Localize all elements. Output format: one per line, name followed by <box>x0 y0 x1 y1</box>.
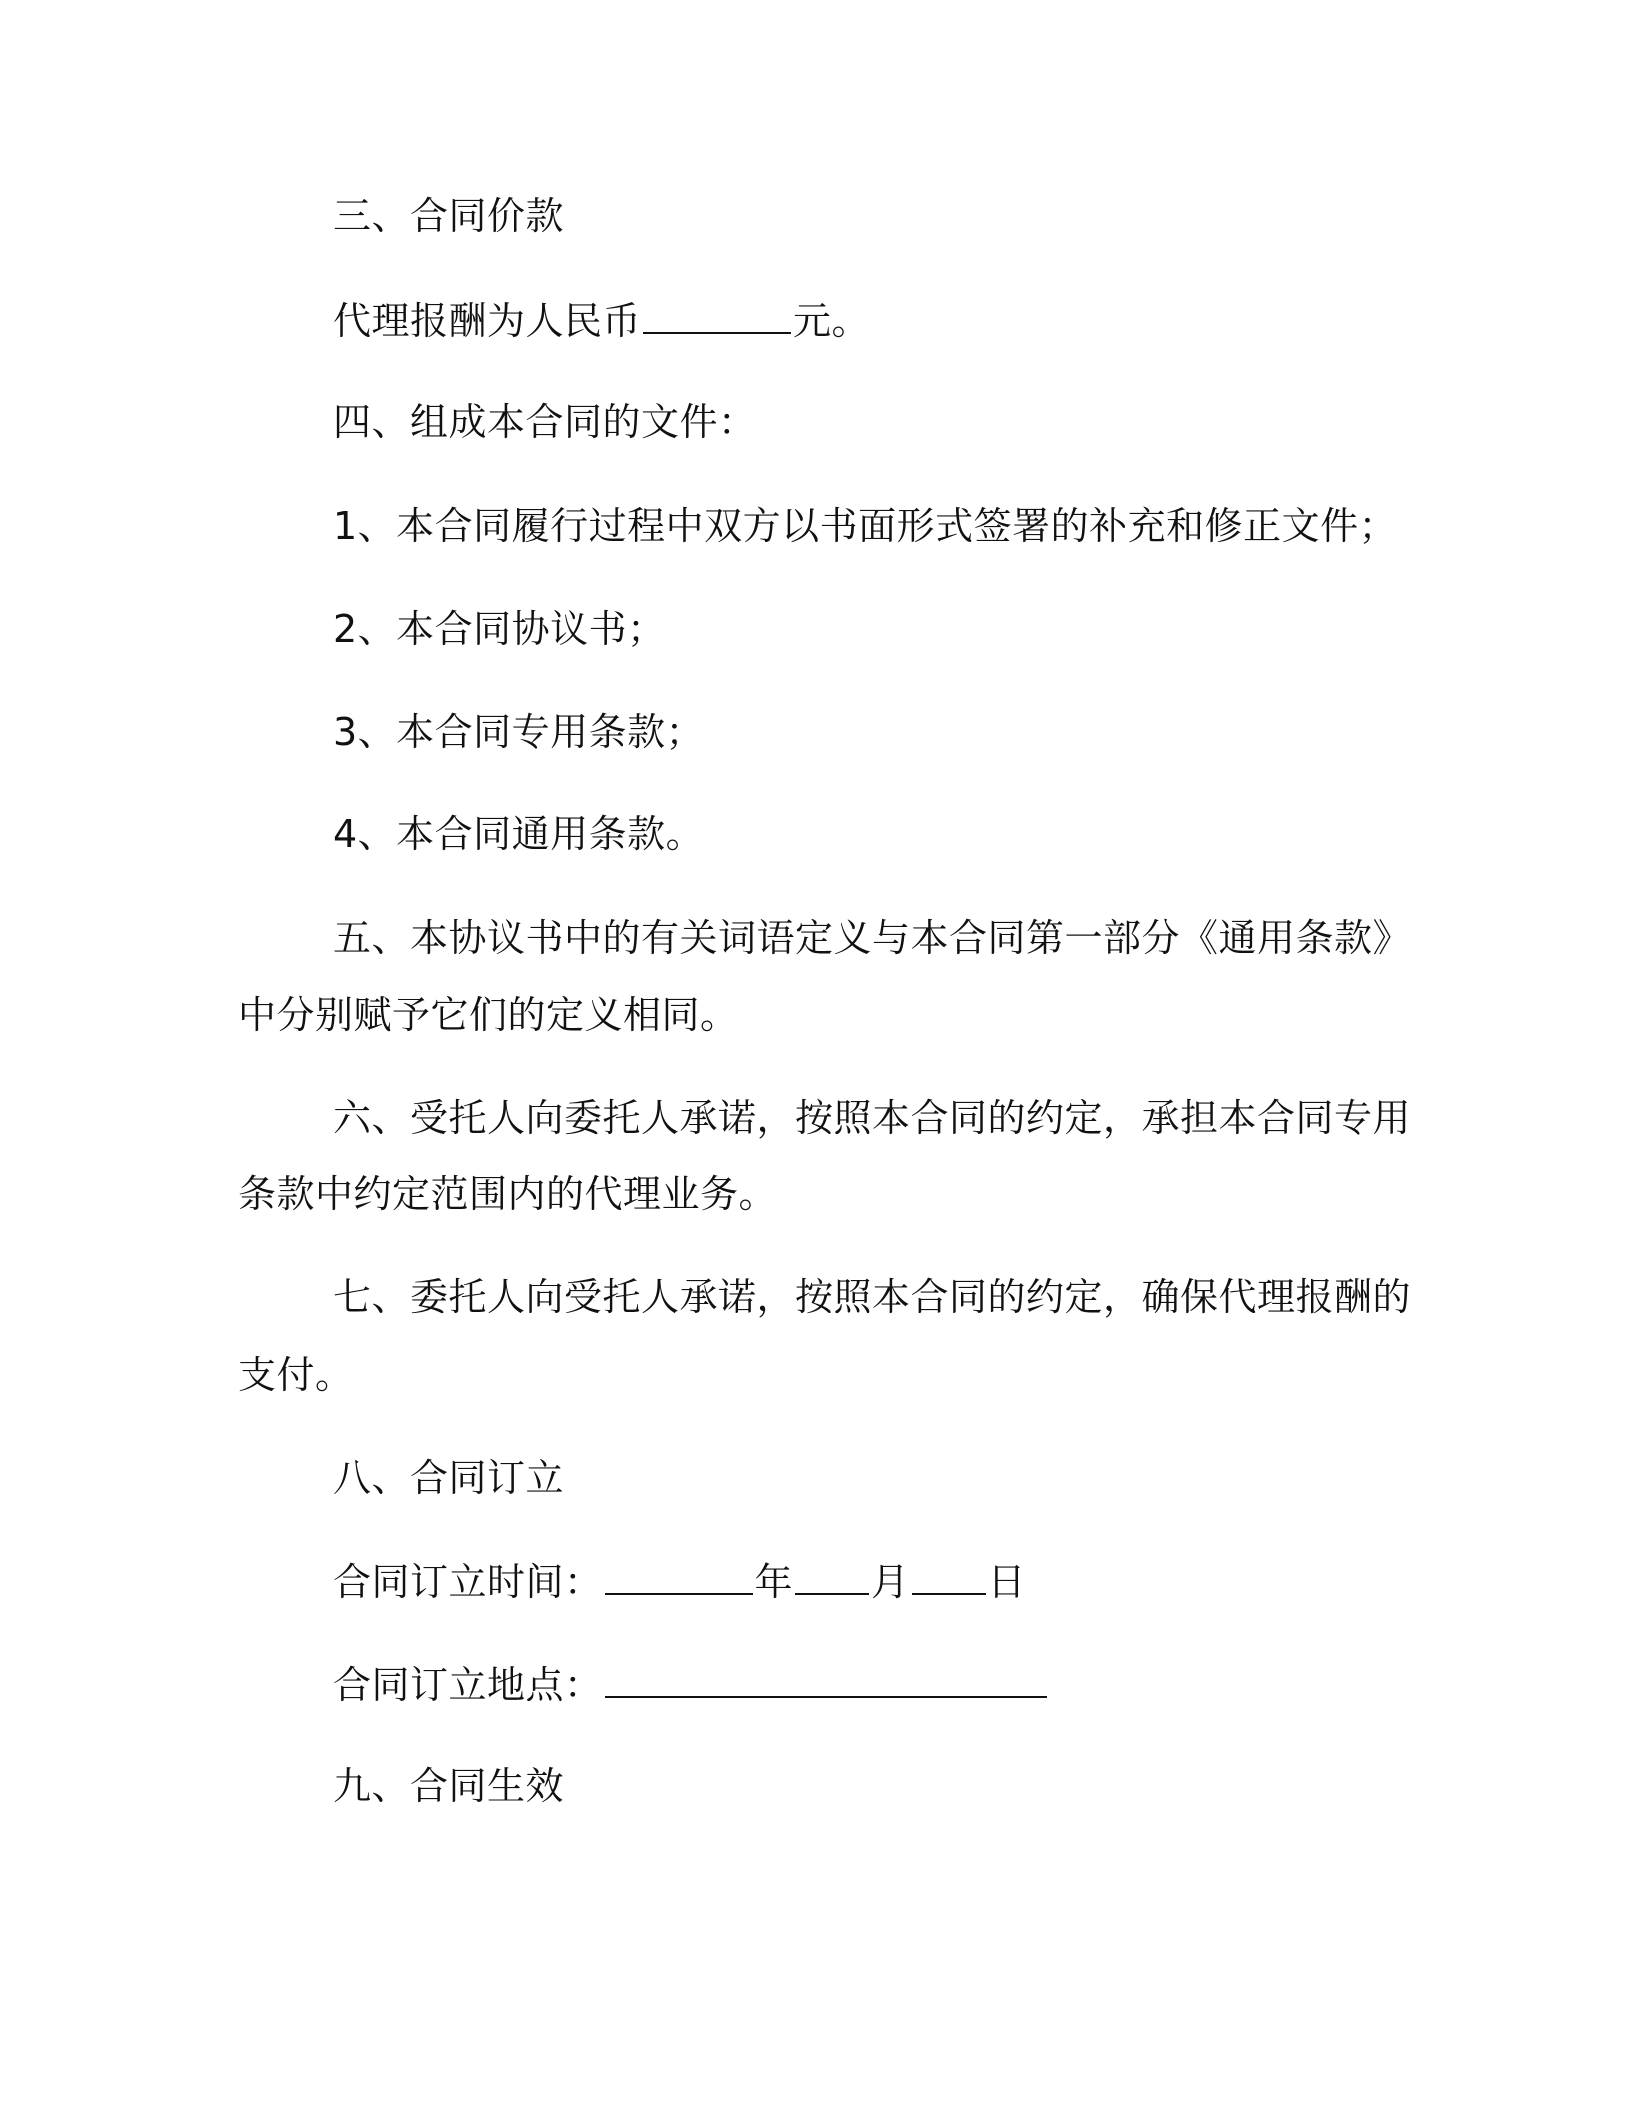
section-7-line-2: 支付。 <box>238 1353 354 1397</box>
section-4-item-3: 3、本合同专用条款； <box>333 710 705 754</box>
contract-fee-prefix: 代理报酬为人民币 <box>333 299 642 343</box>
signing-month-blank[interactable] <box>795 1557 869 1595</box>
section-9-heading: 九、合同生效 <box>333 1764 565 1808</box>
signing-day-label: 日 <box>987 1560 1027 1604</box>
section-8-heading: 八、合同订立 <box>333 1456 565 1500</box>
section-3-heading: 三、合同价款 <box>333 194 565 238</box>
section-5-line-1: 五、本协议书中的有关词语定义与本合同第一部分《通用条款》 <box>333 916 1412 960</box>
signing-year-label: 年 <box>754 1560 794 1604</box>
section-4-item-2: 2、本合同协议书； <box>333 607 666 651</box>
signing-place-line <box>333 1660 1049 1709</box>
section-6-line-2: 条款中约定范围内的代理业务。 <box>238 1172 778 1216</box>
signing-place-label: 合同订立地点： <box>333 1663 603 1707</box>
contract-fee-blank[interactable] <box>643 296 791 334</box>
contract-fee-line <box>333 296 870 345</box>
section-6-line-1: 六、受托人向委托人承诺，按照本合同的约定，承担本合同专用 <box>333 1096 1412 1140</box>
signing-month-label: 月 <box>871 1560 910 1604</box>
signing-place-blank[interactable] <box>605 1660 1047 1698</box>
signing-time-label: 合同订立时间： <box>333 1560 603 1604</box>
contract-fee-suffix: 元。 <box>793 299 871 343</box>
section-4-heading: 四、组成本合同的文件： <box>333 400 757 444</box>
signing-day-blank[interactable] <box>912 1557 986 1595</box>
section-4-item-1: 1、本合同履行过程中双方以书面形式签署的补充和修正文件； <box>333 504 1398 548</box>
section-5-line-2: 中分别赋予它们的定义相同。 <box>238 993 739 1037</box>
section-4-item-4: 4、本合同通用条款。 <box>333 812 705 856</box>
signing-year-blank[interactable] <box>605 1557 753 1595</box>
signing-time-line <box>333 1557 1026 1606</box>
section-7-line-1: 七、委托人向受托人承诺，按照本合同的约定，确保代理报酬的 <box>333 1275 1412 1319</box>
